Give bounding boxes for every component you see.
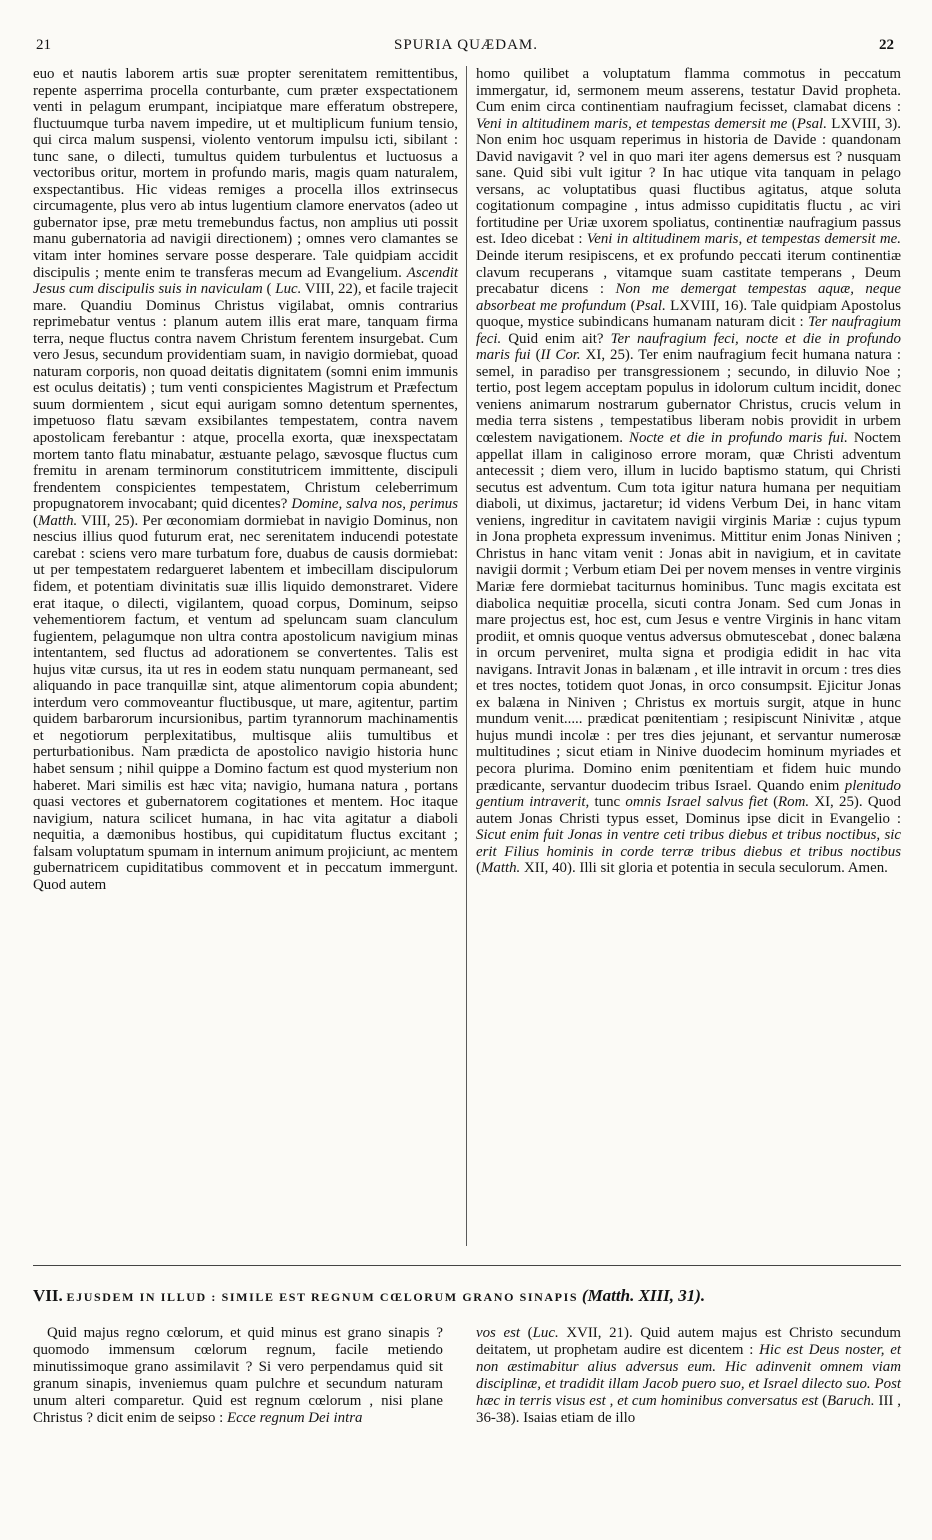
section-reference: (Matth. XIII, 31). [581,1286,706,1305]
page-number-right: 22 [879,37,894,53]
italic-text: Luc. [275,281,302,298]
italic-text: Ter naufragium feci, nocte et die in profundo maris fui [476,330,901,364]
text-run: LXVIII, 3). Non enim hoc usquam reperimus in historia de Davide : quandonam David navigavit ? vel in quo mari iter agens demersus est ? nusquam sane. Quid sibi vult igitur ? In hac utique vita tanquam in pelago versans, ac voluptatibus quasi fluctibus agitatus, atque soluta cogitationum compagine , intus admisso cupiditatis fluctu , ac viri fortitudine per Uriæ uxorem spoliatus, continentiæ naufragium passus est. Ideo dicebat : [476,115,901,248]
text-run: XII, 40). Illi sit gloria et potentia in secula seculorum. Amen. [520,860,888,877]
text-run: XI, 25). Ter enim naufragium fecit humana natura : semel, in paradiso per transgressionem ; secundo, in diluvio Noe ; tertio, post legem acceptam populus in idolorum cultum incidit, donec veniens animarum nostrarum gubernator Christus, crucis velum in media terra sistens , tempestatibus liberam nobis providit in urbem cœlestem navigationem. [476,347,901,447]
page-number-left: 21 [36,37,51,53]
text-run: XI, 25). Quod autem Jonas Christi typus esset, Dominus ipse dicit in Evangelio : [476,794,901,827]
italic-text: Luc. [532,1325,559,1341]
text-run: III , 36-38). Isaias etiam de illo [476,1393,901,1426]
text-run: ( [33,512,38,529]
italic-text: Domine, salva nos, perimus [291,496,458,513]
text-run: VIII, 22), et facile trajecit mare. Quandiu Dominus Christus vigilabat, omnis contrarius reprimebatur ventus : planum autem illis erat mare, tanquam firma terra, neque fluctus contra navem Christum ferentem insurgebat. Cum vero Jesus, secundum providentiam suam, in navigio dormiebat, quoad naturam corporis, non quoad deitatis dignitatem (somni enim immunis est oculus deitatis) ; tum venti conspicientes Magistrum et Præfectum suum dormientem , sicut equi aurigam somno detentum spernentes, impetuoso flatu sævam exsibilantes tempestatem, contra navem apostolicam ferebantur : atque, procella exorta, quæ inexspectatam mortem tanto flatu minabatur, æstuante pelago, sævosque fluctus cum fremitu in arenam terminorum constitutricem immittente, discipuli frendentem conspicientes tempestatem, Christum celeberrimum propugnatorem invocabant; quid dicentes? [33,281,458,513]
text-run: Quid majus regno cœlorum, et quid minus est grano sinapis ? quomodo immensum cœlorum regnum, facile metiendo minutissimoque grano assimilavit ? Si vero perpendamus quid sit granum sinapis, inveniemus quam pulchre et secundum naturam unum alteri comparetur. Quid est regnum cœlorum , nisi plane Christus ? dicit enim de seipso : [33,1325,443,1426]
section-text-left [33,1325,443,1427]
text-run: Noctem appellat illam in caliginoso errore moram, quæ Christi adventum antecessit ; diem vero, illum in lucido baptismo statum, qui Christi secutus est adventum. Cum tota igitur natura humana per nequitiam diaboli, ut diximus, jactaretur; id videns Verbum Dei, in hanc vitam veniens, ingreditur in cavitatem navigii virginis Mariæ : cujus typum in Jona propheta expressum invenimus. Mittitur enim Jonas Niniven ; Christus in hanc vitam venit : Jonas abit in navigium, et in cavitate navigii dormit ; Verbum etiam Dei per novem menses in ventre virginis Mariæ fere dormiebat taciturnus hominibus. Tunc magis excitata est diabolica nequitiæ procella, sicuti contra Jonam. Sed cum Jonas in mare projectus est, hoc est, cum Jesus e ventre Virginis in hanc vitam prodiit, et omnis quoque ventus adversus obmutescebat , donec balæna in orcum perveniret, multa signa et prodigia edidit in hac vita navigans. Intravit Jonas in balænam , et ille intravit in orcum : tres dies et tres noctes, totidem quot Jonas, in orco consumpsit. Ejicitur Jonas ex balæna in Niniven ; Christus ex mortuis surgit, atque in hunc mundum venit..... prædicat pœnitentiam ; resipiscunt Ninivitæ , atque hujus mundi incolæ : per tres dies jejunant, et servantur numerosæ multitudines ; sicut etiam in Ninive duodecim hominum myriades et pecora plurima. Domino enim pœnitentiam et fidem huic mundo prædicante, servantur duodecim tribus Israel. Quando enim [476,430,901,794]
italic-text: Rom. [778,794,810,811]
column-divider [466,66,467,1246]
italic-text: Non me demergat tempestas aquæ, neque absorbeat me profundum [476,281,901,314]
italic-text: II Cor. [540,347,581,364]
italic-text: Psal. [635,297,666,314]
italic-text: Nocte et die in profundo maris fui. [629,430,848,447]
text-run: ( [476,860,481,877]
text-run: ( [530,347,541,364]
text-run: VIII, 25). Per œconomiam dormiebat in navigio Dominus, non nescius illius quod futurum erat, nec serenitatem inducendi potestate carebat : sciens vero mare turbatum fore, duabus de causis dormiebat: ut per tempestatem redargueret labentem et imbecillam discipulorum fidem, et potentiam divinitatis suæ illis liquido demonstraret. Videre erat itaque, o dilecti, vigilantem, quoad corpus, Dominum, seipso vehementiorem factum, et ventum ad speluncam suam clanculum fugientem, pelagumque non ultra contra apostolicum navigium minas intentantem, sed fluctus ad adorationem se convertentes. Talis est hujus vitæ cursus, ita ut res in eodem statu nunquam permaneant, sed aliquando in pace tranquillæ sint, atque alimentorum copia abundent; interdum vero commoveantur fluctibusque, ut mare, agitentur, partim quidem barbarorum incursionibus, partim tyrannorum machinamentis et negotiorum perplexitatibus, multisque aliis tumultibus et perturbationibus. Nam prædicta de apostolico navigio historia hunc habet sensum ; nihil quippe a Domino factum est quod mysterium non haberet. Mari similis est hæc vita; navigio, humana natura , portans quasi vectores et gubernatorem cogitationes et mentem. Hoc itaque navigium, natura scilicet humana, in hac vita agitatur a diaboli nequitia, a dæmonibus hostibus, qui cupiditatum fluctus excitant ; falsam voluptatum spumam in internum animum projiciunt, ac mentem gubernatricem cupiditatibus commovent et in peccatum immergunt. Quod autem [33,512,458,893]
section-title: EJUSDEM IN ILLUD : SIMILE EST REGNUM CŒLORUM GRANO SINAPIS [66,1290,579,1304]
text-run: ( [520,1325,533,1341]
text-run: XVII, 21). Quid autem majus est Christo secundum deitatem, ut prophetam audire est dicentem : [476,1325,901,1358]
italic-text: plenitudo gentium intraverit, [476,777,901,811]
italic-text: vos est [476,1325,521,1341]
running-header [0,37,932,57]
paragraph [476,66,901,877]
italic-text: Matth. [480,860,521,877]
italic-text: Ter naufragium feci. [476,314,901,347]
italic-text: Sicut enim fuit Jonas in ventre ceti tribus diebus et tribus noctibus, sic erit Filius hominis in corde terræ tribus diebus et tribus noctibus [476,827,901,860]
text-run: ( [626,297,636,314]
text-run: homo quilibet a voluptatum flamma commotus in peccatum immergatur, id, sermonem meum asserens, testatur David propheta. Cum enim circa continentiam naufragium fecisset, clamabat dicens : [476,66,901,116]
italic-text: Matth. [37,512,78,529]
text-run: Quid enim ait? [501,330,611,347]
text-run: ( [818,1393,828,1409]
section-divider [33,1265,901,1266]
text-column-right [476,66,901,877]
text-run: ( [767,794,779,811]
italic-text: Baruch. [827,1393,875,1409]
paragraph [33,1325,443,1427]
section-text-right [476,1325,901,1427]
text-run: ( [262,281,276,298]
text-run: tunc [589,794,626,811]
italic-text: Psal. [796,115,827,132]
italic-text: Veni in altitudinem maris, et tempestas demersit me [476,115,788,132]
text-run: ( [787,115,797,132]
italic-text: Hic est Deus noster, et non æstimabitur alius adversus eum. Hic adinvenit omnem viam disciplinæ, et tradidit illam Jacob puero suo, et Israel dilecto suo. Post hæc in terris visus est , et cum hominibus conversatus est [476,1342,901,1409]
paragraph [33,66,458,893]
italic-text: Ecce regnum Dei intra [226,1410,363,1426]
running-title: SPURIA QUÆDAM. [393,37,539,53]
text-run: euo et nautis laborem artis suæ propter serenitatem remittentibus, repente asperrima procella conturbante, cum præter exspectationem venti in pelagum erumpant, incipiatque mare efferatum obstrepere, fluctuumque turba navem impedire, ut et multiplicum funium tensio, qui circa malum suspensi, violento ventorum impulsu icti, sibilant : tunc sane, o dilecti, tumultus quidem turbulentus et luctuosus a vectoribus oritur, mortem in profundo maris, magis quam naturalem, exspectantibus. Hic videas remiges a procella illos extrinsecus circumagente, plus vero ab intus lugentium clamore enervatos (adeo ut gubernator ipse, præ metu tremebundus factus, non amplius uti possit manu gubernatoria ad navigii directionem) ; omnes vero clamantes se vitam inter homines servare posse desperare. Tale quidpiam accidit discipulis ; mente enim te transferas mecum ad Evangelium. [33,66,458,281]
section-heading [33,1285,901,1308]
italic-text: omnis Israel salvus fiet [625,794,768,811]
paragraph [476,1325,901,1427]
text-run: Deinde iterum resipiscens, et ex profundo peccati iterum continentiæ clavum recuperans , vitamque suam castitate temperans , Deum precabatur dicens : [476,248,901,298]
text-column-left [33,66,458,893]
italic-text: Veni in altitudinem maris, et tempestas demersit me. [586,231,901,248]
text-run: LXVIII, 16). Tale quidpiam Apostolus quoque, mystice subindicans humanam naturam dicit : [476,297,902,331]
section-number: VII. [33,1286,63,1305]
italic-text: Ascendit Jesus cum discipulis suis in naviculam [33,264,458,298]
